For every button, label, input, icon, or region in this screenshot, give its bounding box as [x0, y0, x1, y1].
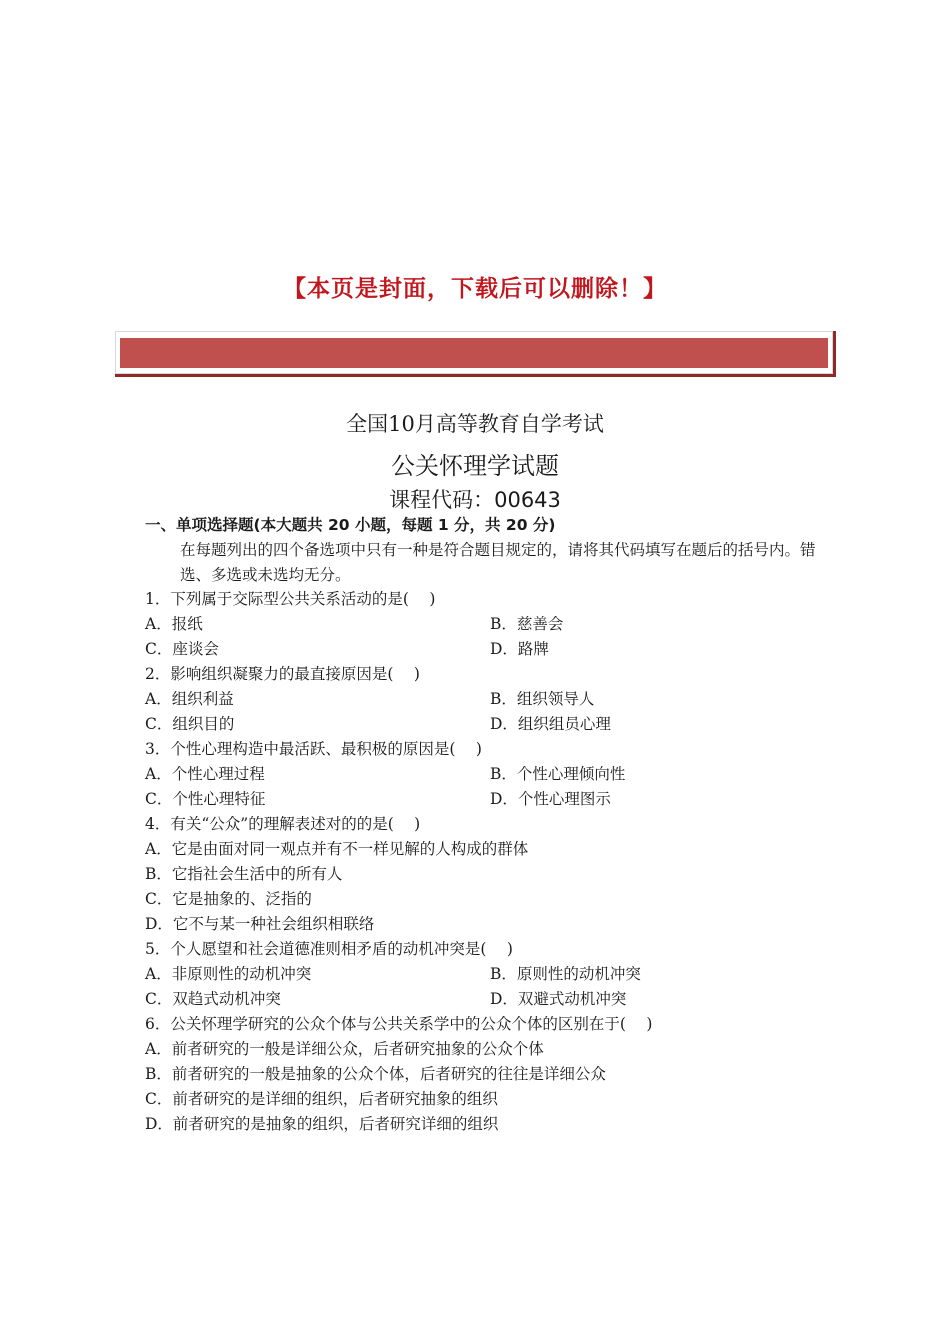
section-heading: 一、单项选择题(本大题共 20 小题，每题 1 分，共 20 分) — [145, 516, 556, 534]
question-5-stem: 5．个人愿望和社会道德准则相矛盾的动机冲突是( ) — [145, 940, 513, 958]
question-6-option-b: B．前者研究的一般是抽象的公众个体，后者研究的往往是详细公众 — [145, 1065, 606, 1083]
question-1-stem: 1．下列属于交际型公共关系活动的是( ) — [145, 590, 436, 608]
question-1-option-a: A．报纸 — [145, 615, 203, 633]
question-5-option-b: B．原则性的动机冲突 — [490, 965, 641, 983]
banner-bar — [120, 338, 828, 368]
course-code: 课程代码：00643 — [389, 488, 561, 512]
question-5-option-d: D．双避式动机冲突 — [490, 990, 627, 1008]
question-3-option-a: A．个性心理过程 — [145, 765, 265, 783]
section-instruction: 在每题列出的四个备选项中只有一种是符合题目规定的，请将其代码填写在题后的括号内。错选、多选或未选均无分。 — [180, 541, 816, 584]
question-4-option-a: A．它是由面对同一观点并有不一样见解的人构成的群体 — [145, 840, 529, 858]
question-3-stem: 3．个性心理构造中最活跃、最积极的原因是( ) — [145, 740, 482, 758]
exam-title: 全国10月高等教育自学考试 — [346, 412, 604, 436]
question-1-option-c: C．座谈会 — [145, 640, 219, 658]
question-list — [145, 587, 825, 1137]
question-4-option-c: C．它是抽象的、泛指的 — [145, 890, 312, 908]
question-3-option-d: D．个性心理图示 — [490, 790, 611, 808]
question-2-option-a: A．组织利益 — [145, 690, 234, 708]
question-6-option-a: A．前者研究的一般是详细公众，后者研究抽象的公众个体 — [145, 1040, 544, 1058]
question-5-option-c: C．双趋式动机冲突 — [145, 990, 281, 1008]
question-6-option-c: C．前者研究的是详细的组织，后者研究抽象的组织 — [145, 1090, 498, 1108]
question-4-option-b: B．它指社会生活中的所有人 — [145, 865, 343, 883]
question-3-option-b: B．个性心理倾向性 — [490, 765, 626, 783]
question-1-option-b: B．慈善会 — [490, 615, 564, 633]
question-4-stem: 4．有关“公众”的理解表述对的的是( ) — [145, 815, 421, 833]
question-3-option-c: C．个性心理特征 — [145, 790, 266, 808]
question-2-option-b: B．组织领导人 — [490, 690, 595, 708]
question-2-option-d: D．组织组员心理 — [490, 715, 611, 733]
question-6-option-d: D．前者研究的是抽象的组织，后者研究详细的组织 — [145, 1115, 499, 1133]
question-2-option-c: C．组织目的 — [145, 715, 235, 733]
decorative-banner — [115, 331, 836, 377]
question-5-option-a: A．非原则性的动机冲突 — [145, 965, 312, 983]
question-6-stem: 6．公关怀理学研究的公众个体与公共关系学中的公众个体的区别在于( ) — [145, 1015, 653, 1033]
cover-notice: 【本页是封面，下载后可以删除！】 — [283, 276, 667, 302]
question-4-option-d: D．它不与某一种社会组织相联络 — [145, 915, 375, 933]
subject-title: 公关怀理学试题 — [391, 452, 559, 480]
question-1-option-d: D．路牌 — [490, 640, 549, 658]
question-2-stem: 2．影响组织凝聚力的最直接原因是( ) — [145, 665, 420, 683]
